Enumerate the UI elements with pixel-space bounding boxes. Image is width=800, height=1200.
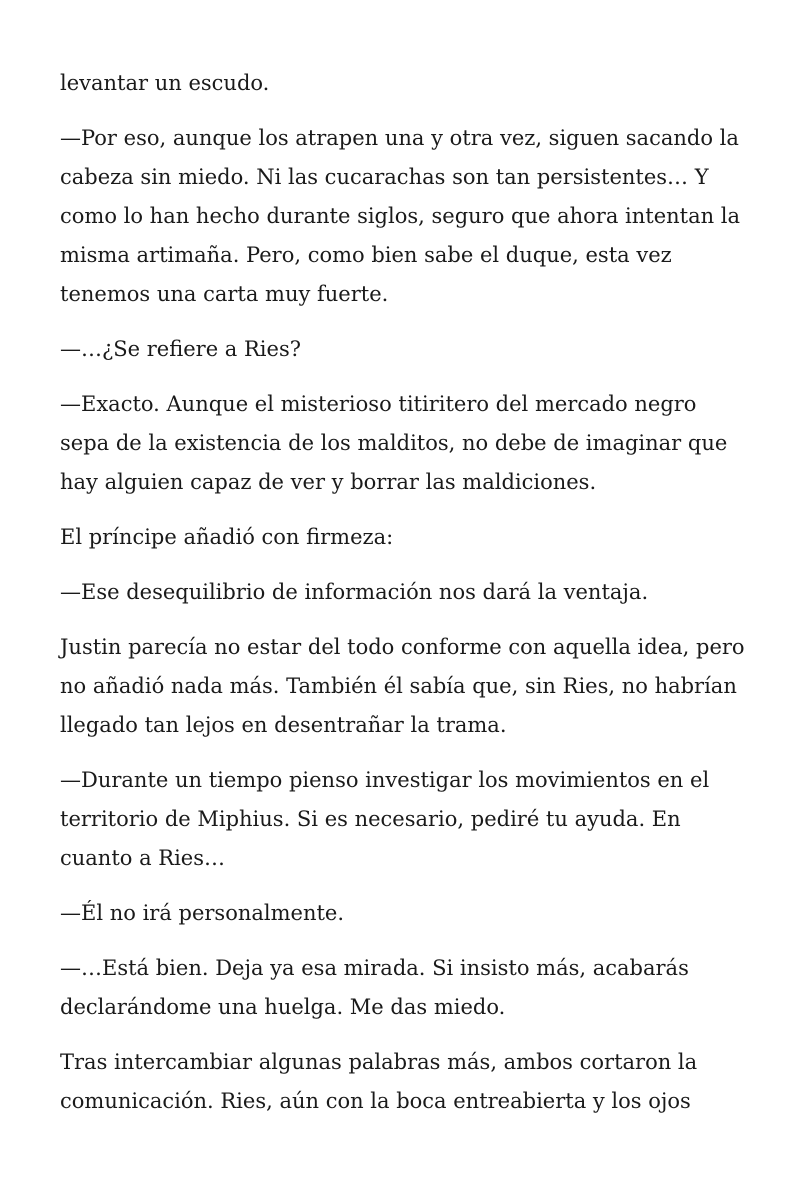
paragraph: —…Está bien. Deja ya esa mirada. Si insisto más, acabarás declarándome una huelga. Me das miedo.	[60, 956, 689, 1019]
paragraph: —Ese desequilibrio de información nos dará la ventaja.	[60, 580, 649, 604]
paragraph: —Exacto. Aunque el misterioso titiritero del mercado negro sepa de la existencia de los malditos, no debe de imaginar que hay alguien capaz de ver y borrar las maldiciones.	[60, 392, 728, 494]
paragraph: —Por eso, aunque los atrapen una y otra vez, siguen sacando la cabeza sin miedo. Ni las cucarachas son tan persistentes… Y como lo han hecho durante siglos, seguro que ahora intentan la misma artimaña. Pero, como bien sabe el duque, esta vez tenemos una carta muy fuerte.	[60, 126, 741, 306]
paragraph: —Durante un tiempo pienso investigar los movimientos en el territorio de Miphius. Si es necesario, pediré tu ayuda. En cuanto a Ries…	[60, 768, 710, 870]
page-text	[60, 64, 750, 1137]
paragraph: El príncipe añadió con firmeza:	[60, 525, 394, 549]
paragraph: —…¿Se refiere a Ries?	[60, 337, 301, 361]
paragraph: —Él no irá personalmente.	[60, 901, 345, 925]
paragraph: Justin parecía no estar del todo conforme con aquella idea, pero no añadió nada más. También él sabía que, sin Ries, no habrían llegado tan lejos en desentrañar la trama.	[60, 635, 745, 737]
paragraph: Tras intercambiar algunas palabras más, ambos cortaron la comunicación. Ries, aún con la boca entreabierta y los ojos	[60, 1050, 698, 1113]
paragraph: levantar un escudo.	[60, 71, 270, 95]
